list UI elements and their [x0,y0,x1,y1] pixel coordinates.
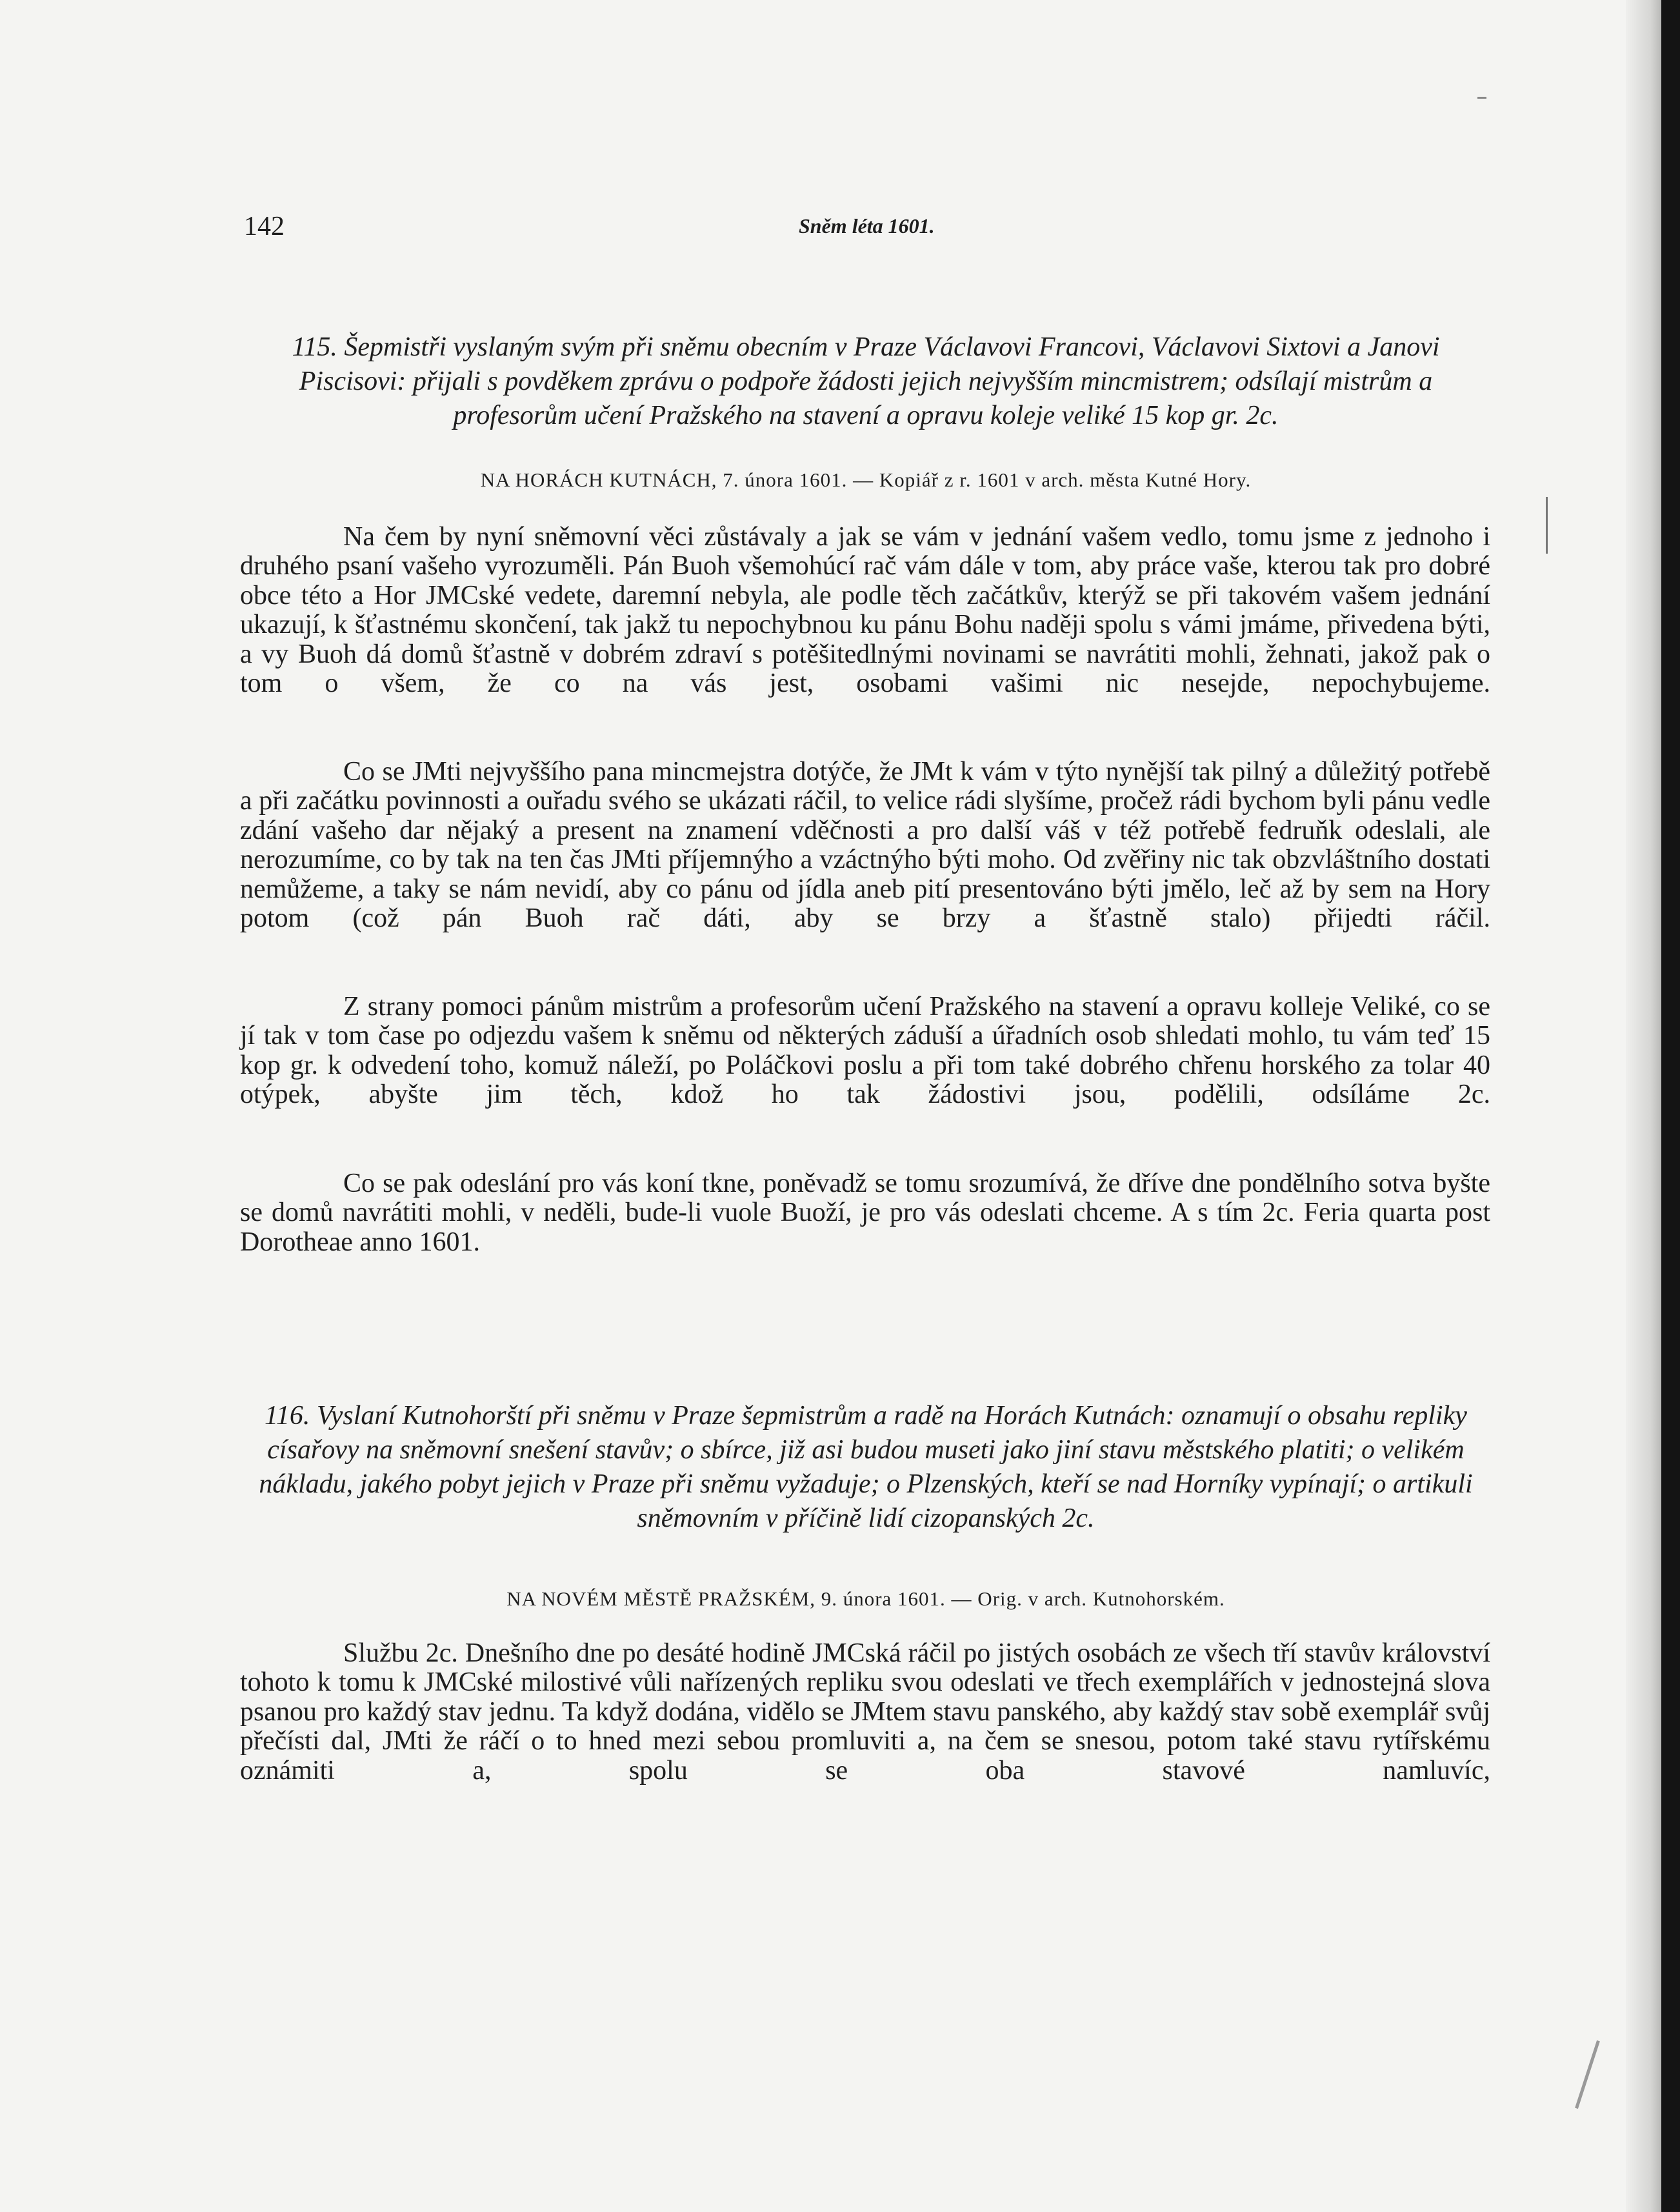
document-115-paragraph: Co se JMti nejvyššího pana mincmejstra dotýče, že JMt k vám v týto nynější tak pilný a důležitý potřebě a při začátku povinnosti a ouřadu svého se ukázati ráčil, to velice rádi slyšíme, pročež rádi bychom byli pánu vedle zdání vašeho dar nějaký a present na znamení vděčnosti a pro další váš v též potřebě fedruňk odeslali, ale nerozumíme, co by tak na ten čas JMti příjemnýho a vzáctnýho býti moho. Od zvěřiny nic tak obzvláštního dostati nemůžeme, a taky se nám nevidí, aby co pánu od jídla aneb pití presentováno býti jmělo, leč až by sem na Hory potom (což pán Buoh rač dáti, aby se brzy a šťastně stalo) přijedti ráčil. [240,757,1490,934]
document-115-paragraph: Na čem by nyní sněmovní věci zůstávaly a jak se vám v jednání vašem vedlo, tomu jsme z jednoho i druhého psaní vašeho vyrozuměli. Pán Buoh všemohúcí rač vám dále v tom, aby práce vaše, kterou tak pro dobré obce této a Hor JMCské vedete, daremní nebyla, ale podle těch začátkův, kterýž se při takovém vašem jednání ukazují, k šťastnému skončení, tak jakž tu nepochybnou ku pánu Bohu naději spolu s vámi jmáme, přivedena býti, a vy Buoh dá domů šťastně v dobrém zdraví s potěšitedlnými novinami se navrátiti mohli, žehnati, jakož pak o tom o všem, že co na vás jest, osobami vašimi nic nesejde, nepochybujeme. [240,522,1490,699]
running-head: Sněm léta 1601. [799,214,935,237]
document-115-summary: Šepmistři vyslaným svým při sněmu obecním v Praze Václavovi Francovi, Václavovi Sixtovi a Janovi Piscisovi: přijali s povděkem zprávu o podpoře žádosti jejich nejvyšším mincmistrem; odsílají mistrům a profesorům učení Pražského na stavení a opravu koleje veliké 15 kop gr. 2c. [299,332,1440,430]
document-116-number: 116. [265,1401,310,1431]
document-116-paragraph: Službu 2c. Dnešního dne po desáté hodině JMCská ráčil po jistých osobách ze všech tří stavův království tohoto k tomu k JMCské milostivé vůli nařízených repliku svou odeslati ve třech exemplářích v jednostejná slova psanou pro každý stav jednu. Ta když dodána, vidělo se JMtem stavu panského, aby každý stav sobě exemplář svůj přečísti dal, JMti že ráčí o to hned mezi sebou promluviti a, na čem se snesou, potom také stavu rytířskému oznámiti a, spolu se oba stavové namluvíc, [240,1638,1490,1785]
document-116-body [240,1639,1490,1785]
margin-mark [1575,2040,1600,2109]
margin-mark [1477,97,1486,99]
document-115-body [240,1169,1490,1257]
document-115-body [240,523,1490,698]
document-115-paragraph: Co se pak odeslání pro vás koní tkne, poněvadž se tomu srozumívá, že dříve dne pondělního sotva byšte se domů navrátiti mohli, v neděli, bude-li vuole Buoží, je pro vás odeslati chceme. A s tím 2c. Feria quarta post Dorotheae anno 1601. [240,1169,1490,1257]
page-edge-shadow [1626,0,1661,2212]
document-116-summary: Vyslaní Kutnohorští při sněmu v Praze šepmistrům a radě na Horách Kutnách: oznamují o obsahu repliky císařovy na sněmovní snešení stavův; o sbírce, již asi budou museti jako jiní stavu městského platiti; o velikém nákladu, jakého pobyt jejich v Praze při sněmu vyžaduje; o Plzenských, kteří se nad Horníky vypínají; o artikuli sněmovním v příčině lidí cizopanských 2c. [259,1401,1473,1533]
document-115-number: 115. [292,332,337,362]
document-115-heading [244,330,1488,433]
document-115-source: NA HORÁCH KUTNÁCH, 7. února 1601. — Kopiář z r. 1601 v arch. města Kutné Hory. [480,468,1252,491]
margin-mark [1546,497,1548,554]
document-116-source: NA NOVÉM MĚSTĚ PRAŽSKÉM, 9. února 1601. — Orig. v arch. Kutnohorském. [506,1587,1225,1610]
page-number: 142 [244,212,285,241]
document-115-body [240,992,1490,1110]
document-115-paragraph: Z strany pomoci pánům mistrům a profesorům učení Pražského na stavení a opravu kolleje Veliké, co se jí tak v tom čase po odjezdu vašem k sněmu od některých záduší a úřadních osob shledati mohlo, tu vám teď 15 kop gr. k odvedení toho, komuž náleží, po Poláčkovi poslu a při tom také dobrého chřenu horského za tolar 40 otýpek, abyšte jim těch, kdož ho tak žádostivi jsou, podělili, odsíláme 2c. [240,992,1490,1110]
document-116-heading [244,1399,1488,1536]
document-115-body [240,758,1490,933]
